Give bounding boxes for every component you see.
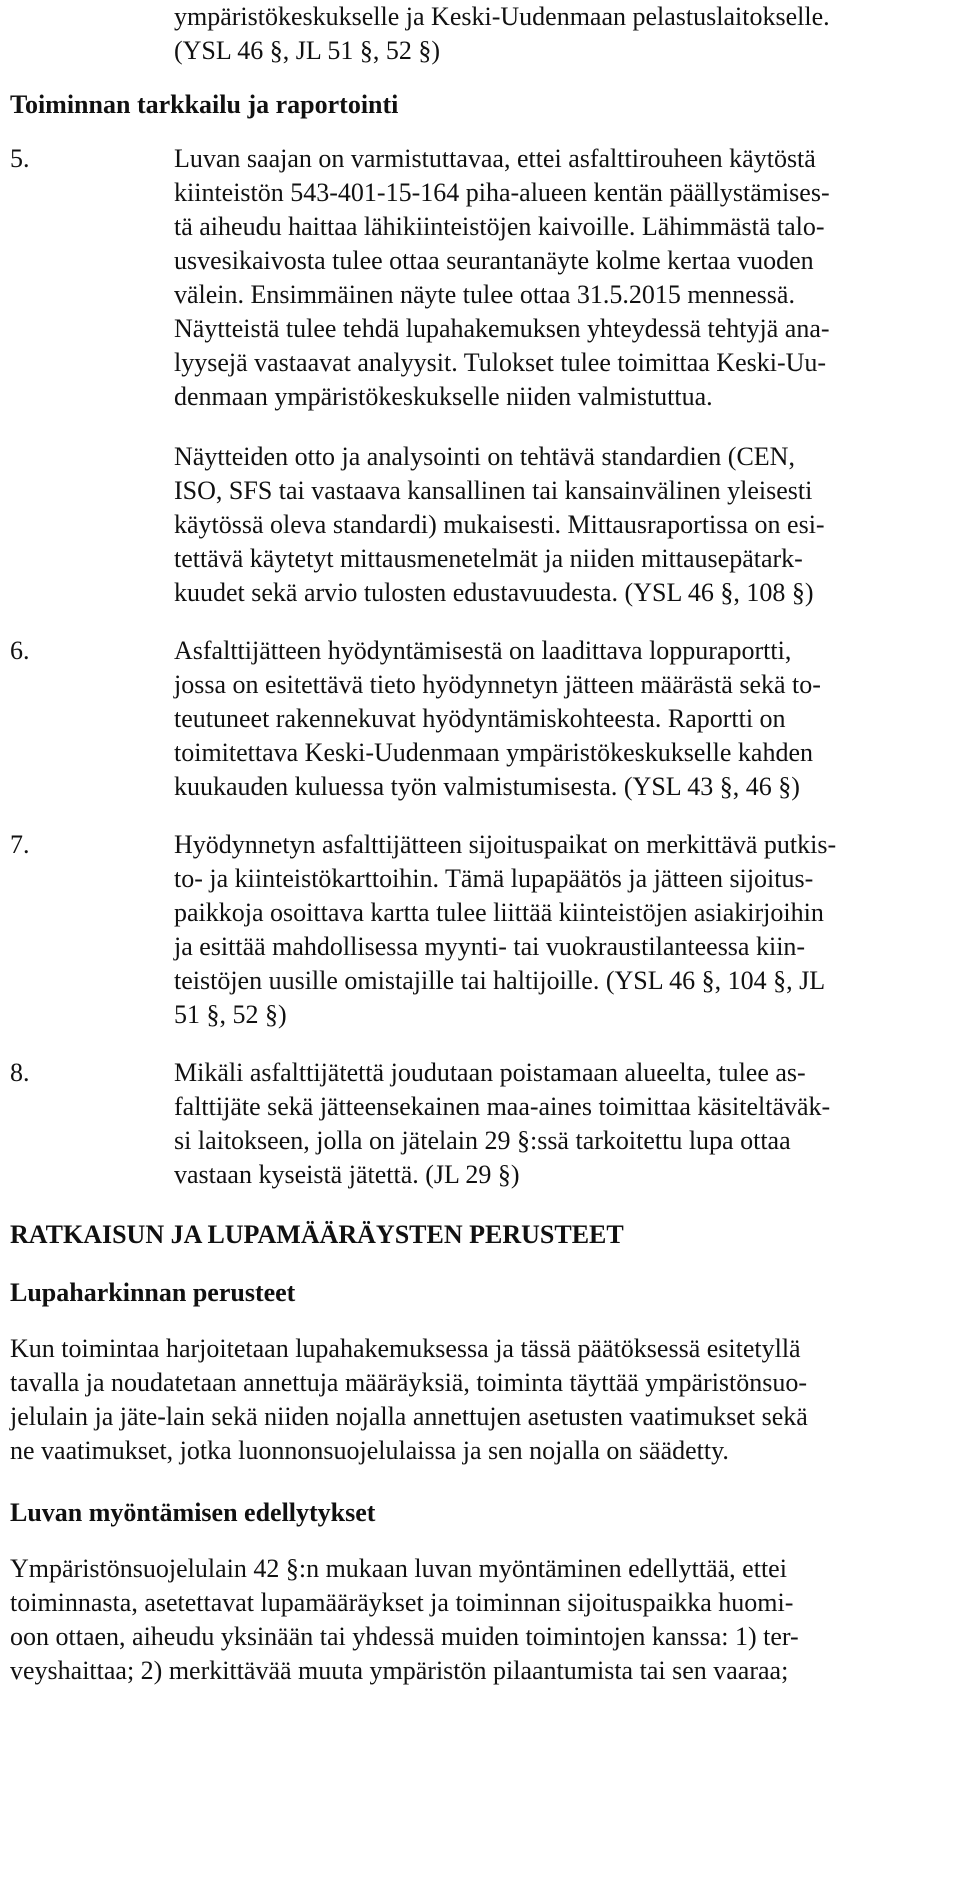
item6-line: toimitettava Keski-Uudenmaan ympäristökeskukselle kahden xyxy=(174,738,813,767)
item7-line: teistöjen uusille omistajille tai haltijoille. (YSL 46 §, 104 §, JL xyxy=(174,966,826,995)
item8-line: Mikäli asfalttijätettä joudutaan poistamaan alueelta, tulee as- xyxy=(174,1058,806,1087)
item8-line: falttijäte sekä jätteensekainen maa-aines toimittaa käsiteltäväk- xyxy=(174,1092,831,1121)
conditions-line: veyshaittaa; 2) merkittävää muuta ympäristön pilaantumista tai sen vaaraa; xyxy=(10,1656,789,1685)
conditions-line: Ympäristönsuojelulain 42 §:n mukaan luvan myöntäminen edellyttää, ettei xyxy=(10,1554,787,1583)
item7-line: 51 §, 52 §) xyxy=(174,1000,287,1029)
item5-para2-line: kuudet sekä arvio tulosten edustavuudesta. (YSL 46 §, 108 §) xyxy=(174,578,814,607)
permit-basis-line: tavalla ja noudatetaan annettuja määräyksiä, toiminta täyttää ympäristönsuo- xyxy=(10,1368,808,1397)
section-heading-monitoring: Toiminnan tarkkailu ja raportointi xyxy=(10,90,399,119)
item8-line: vastaan kyseistä jätettä. (JL 29 §) xyxy=(174,1160,520,1189)
item5-line: välein. Ensimmäinen näyte tulee ottaa 31.5.2015 mennessä. xyxy=(174,280,795,309)
item6-line: teutuneet rakennekuvat hyödyntämiskohteesta. Raportti on xyxy=(174,704,786,733)
permit-basis-line: ne vaatimukset, jotka luonnonsuojelulaissa ja sen nojalla on säädetty. xyxy=(10,1436,729,1465)
conditions-line: oon ottaen, aiheudu yksinään tai yhdessä muiden toimintojen kanssa: 1) ter- xyxy=(10,1622,799,1651)
item5-para2-line: ISO, SFS tai vastaava kansallinen tai kansainvälinen yleisesti xyxy=(174,476,813,505)
item5-para2-line: käytössä oleva standardi) mukaisesti. Mittausraportissa on esi- xyxy=(174,510,825,539)
item8-line: si laitokseen, jolla on jätelain 29 §:ssä tarkoitettu lupa ottaa xyxy=(174,1126,791,1155)
item-number: 6. xyxy=(10,636,30,665)
item6-line: jossa on esitettävä tieto hyödynnetyn jätteen määrästä sekä to- xyxy=(174,670,821,699)
item6-line: Asfalttijätteen hyödyntämisestä on laadittava loppuraportti, xyxy=(174,636,792,665)
item5-line: denmaan ympäristökeskukselle niiden valmistuttua. xyxy=(174,382,713,411)
item6-line: kuukauden kuluessa työn valmistumisesta. (YSL 43 §, 46 §) xyxy=(174,772,800,801)
section-heading-permit-basis: Lupaharkinnan perusteet xyxy=(10,1278,296,1307)
item-number: 7. xyxy=(10,830,30,859)
conditions-line: toiminnasta, asetettavat lupamääräykset ja toiminnan sijoituspaikka huomi- xyxy=(10,1588,794,1617)
item5-para2-line: Näytteiden otto ja analysointi on tehtävä standardien (CEN, xyxy=(174,442,795,471)
item7-line: ja esittää mahdollisessa myynti- tai vuokraustilanteessa kiin- xyxy=(174,932,806,961)
item5-line: Näytteistä tulee tehdä lupahakemuksen yhteydessä tehtyjä ana- xyxy=(174,314,830,343)
item7-line: to- ja kiinteistökarttoihin. Tämä lupapäätös ja jätteen sijoitus- xyxy=(174,864,814,893)
item5-line: tä aiheudu haittaa lähikiinteistöjen kaivoille. Lähimmästä talo- xyxy=(174,212,825,241)
item5-line: lyysejä vastaavat analyysit. Tulokset tulee toimittaa Keski-Uu- xyxy=(174,348,827,377)
section-heading-grounds: RATKAISUN JA LUPAMÄÄRÄYSTEN PERUSTEET xyxy=(10,1220,624,1249)
permit-basis-line: jelulain ja jäte-lain sekä niiden nojalla annettujen asetusten vaatimukset sekä xyxy=(10,1402,808,1431)
section-heading-conditions: Luvan myöntämisen edellytykset xyxy=(10,1498,376,1527)
item5-para2-line: tettävä käytetyt mittausmenetelmät ja niiden mittausepätark- xyxy=(174,544,803,573)
item-number: 5. xyxy=(10,144,30,173)
item5-line: usvesikaivosta tulee ottaa seurantanäyte kolme kertaa vuoden xyxy=(174,246,814,275)
item5-line: kiinteistön 543-401-15-164 piha-alueen kentän päällystämises- xyxy=(174,178,830,207)
continuation-line: ympäristökeskukselle ja Keski-Uudenmaan pelastuslaitokselle. xyxy=(174,2,830,31)
item7-line: paikkoja osoittava kartta tulee liittää kiinteistöjen asiakirjoihin xyxy=(174,898,824,927)
item5-line: Luvan saajan on varmistuttavaa, ettei asfalttirouheen käytöstä xyxy=(174,144,816,173)
permit-basis-line: Kun toimintaa harjoitetaan lupahakemuksessa ja tässä päätöksessä esitetyllä xyxy=(10,1334,801,1363)
item7-line: Hyödynnetyn asfalttijätteen sijoituspaikat on merkittävä putkis- xyxy=(174,830,837,859)
continuation-line: (YSL 46 §, JL 51 §, 52 §) xyxy=(174,36,441,65)
item-number: 8. xyxy=(10,1058,30,1087)
